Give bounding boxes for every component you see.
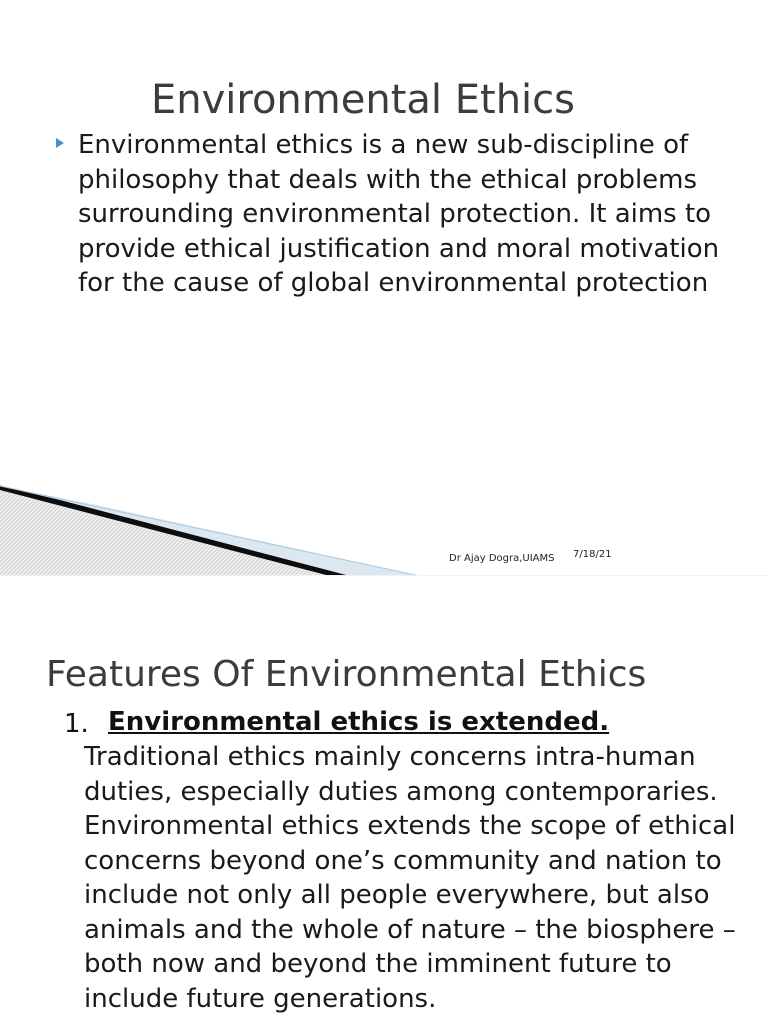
list-item-heading: Environmental ethics is extended. <box>108 707 610 737</box>
list-item-number: 1. <box>64 709 89 739</box>
triangle-bullet-icon <box>56 138 64 148</box>
bullet-text: Environmental ethics is a new sub-discipline of philosophy that deals with the ethical problems surrounding environmental protection. It aims to provide ethical justification and moral motivation for the cause of global environmental protection <box>78 130 720 298</box>
slide-title: Environmental Ethics <box>150 76 575 123</box>
slide-2 <box>0 576 768 1024</box>
decorative-swoosh <box>0 470 420 576</box>
slide-title: Features Of Environmental Ethics <box>46 654 647 696</box>
footer-date: 7/18/21 <box>573 549 612 560</box>
footer-author: Dr Ajay Dogra,UIAMS <box>449 553 555 564</box>
list-item-body: Traditional ethics mainly concerns intra-human duties, especially duties among contemporaries. Environmental ethics extends the scope of ethical concerns beyond one’s community and nation to include not only all people everywhere, but also animals and the whole of nature – the biosphere – both now and beyond the imminent future to include future generations. <box>84 742 736 1014</box>
